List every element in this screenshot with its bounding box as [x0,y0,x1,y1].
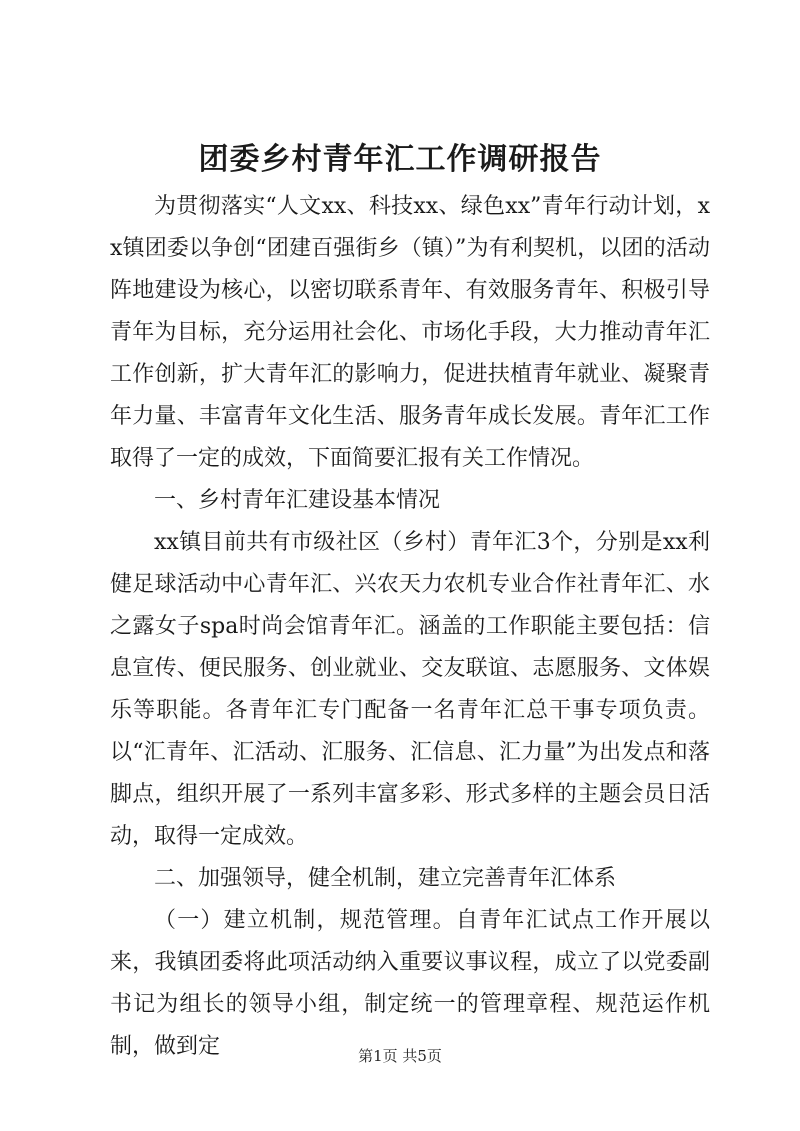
page-number: 第1页 共5页 [358,1047,442,1065]
intro-paragraph: 为贯彻落实“人文xx、科技xx、绿色xx”青年行动计划，xx镇团委以争创“团建百强街乡（镇）”为有利契机，以团的活动阵地建设为核心，以密切联系青年、有效服务青年、积极引导青年为目标，充分运用社会化、市场化手段，大力推动青年汇工作创新，扩大青年汇的影响力，促进扶植青年就业、凝聚青年力量、丰富青年文化生活、服务青年成长发展。青年汇工作取得了一定的成效，下面简要汇报有关工作情况。 [110,194,710,471]
section-heading-2: 二、加强领导，健全机制，建立完善青年汇体系 [154,866,617,891]
document-body [110,186,710,1068]
section-heading-1: 一、乡村青年汇建设基本情况 [154,488,441,513]
section-1-paragraph: xx镇目前共有市级社区（乡村）青年汇3个，分别是xx利健足球活动中心青年汇、兴农天力农机专业合作社青年汇、水之露女子spa时尚会馆青年汇。涵盖的工作职能主要包括：信息宣传、便民服务、创业就业、交友联谊、志愿服务、文体娱乐等职能。各青年汇专门配备一名青年汇总干事专项负责。以“汇青年、汇活动、汇服务、汇信息、汇力量”为出发点和落脚点，组织开展了一系列丰富多彩、形式多样的主题会员日活动，取得一定成效。 [110,530,710,849]
section-2-paragraph: （一）建立机制，规范管理。自青年汇试点工作开展以来，我镇团委将此项活动纳入重要议事议程，成立了以党委副书记为组长的领导小组，制定统一的管理章程、规范运作机制，做到定 [110,908,710,1059]
document-title: 团委乡村青年汇工作调研报告 [198,142,602,177]
